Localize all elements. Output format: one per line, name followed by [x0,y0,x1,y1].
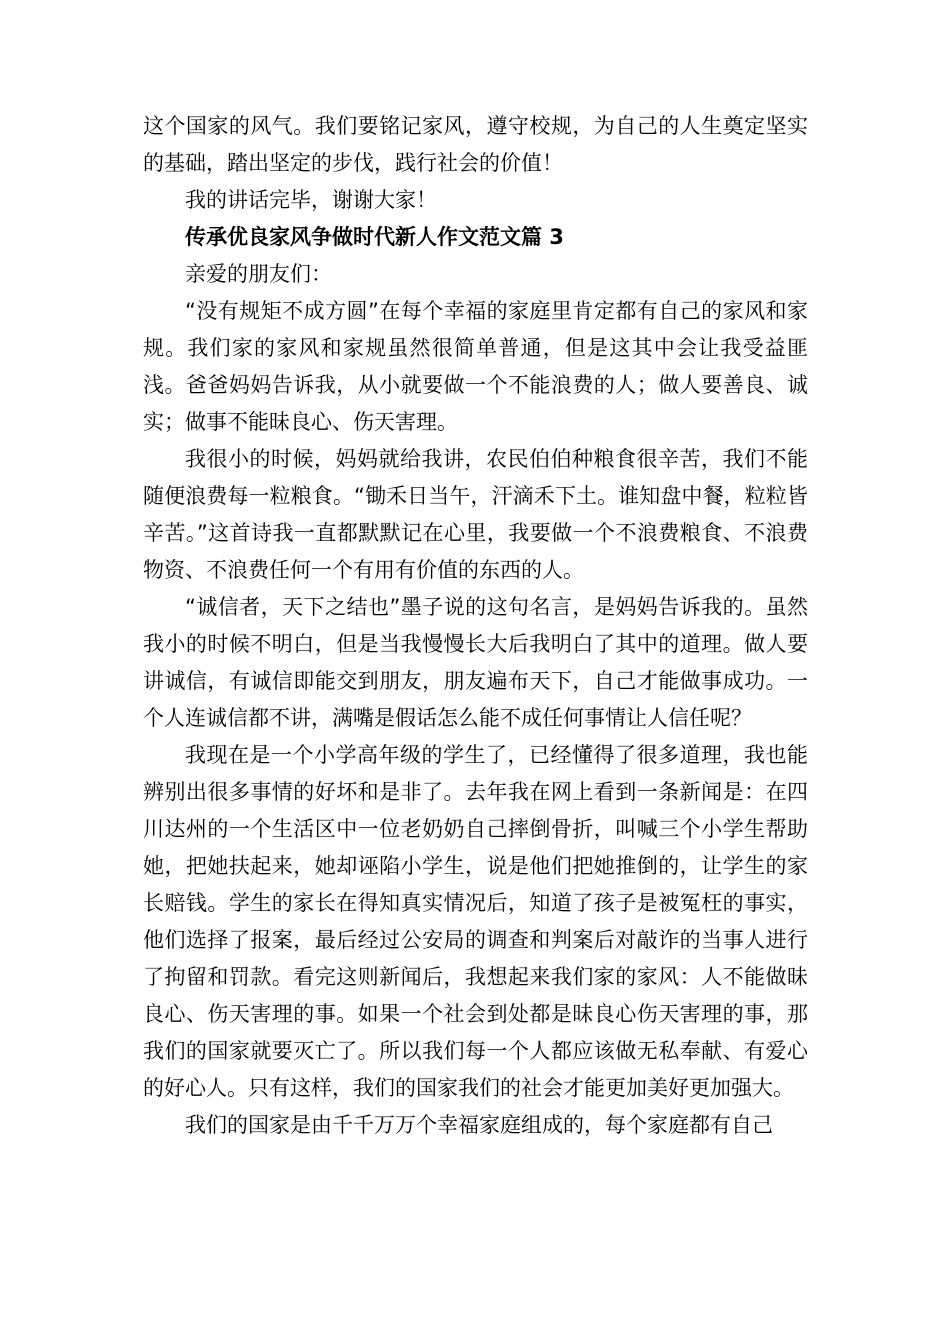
paragraph-continuation: 这个国家的风气。我们要铭记家风，遵守校规，为自己的人生奠定坚实的基础，踏出坚定的步伐，践行社会的价值！ [143,114,808,175]
paragraph-body: 我很小的时候，妈妈就给我讲，农民伯伯种粮食很辛苦，我们不能随便浪费每一粒粮食。“锄禾日当午，汗滴禾下土。谁知盘中餐，粒粒皆辛苦。”这首诗我一直都默默记在心里，我要做一个不浪费粮食、不浪费物资、不浪费任何一个有用有价值的东西的人。 [143,447,808,582]
paragraph-body: 我现在是一个小学高年级的学生了，已经懂得了很多道理，我也能辨别出很多事情的好坏和是非了。去年我在网上看到一条新闻是：在四川达州的一个生活区中一位老奶奶自己摔倒骨折，叫喊三个小学生帮助她，把她扶起来，她却诬陷小学生，说是他们把她推倒的，让学生的家长赔钱。学生的家长在得知真实情况后，知道了孩子是被冤枉的事实，他们选择了报案，最后经过公安局的调查和判案后对敲诈的当事人进行了拘留和罚款。看完这则新闻后，我想起来我们家的家风：人不能做昧良心、伤天害理的事。如果一个社会到处都是昧良心伤天害理的事，那我们的国家就要灭亡了。所以我们每一个人都应该做无私奉献、有爱心的好心人。只有这样，我们的国家我们的社会才能更加美好更加强大。 [143,743,808,1100]
paragraph-salutation: 亲爱的朋友们： [185,262,332,286]
paragraph-body: “诚信者，天下之结也”墨子说的这句名言，是妈妈告诉我的。虽然我小的时候不明白，但是当我慢慢长大后我明白了其中的道理。做人要讲诚信，有诚信即能交到朋友，朋友遍布天下，自己才能做事成功。一个人连诚信都不讲，满嘴是假话怎么能不成任何事情让人信任呢？ [143,595,808,730]
paragraph-closing-remark: 我的讲话完毕，谢谢大家！ [185,188,437,212]
paragraph-body: “没有规矩不成方圆”在每个幸福的家庭里肯定都有自己的家风和家规。我们家的家风和家规虽然很简单普通，但是这其中会让我受益匪浅。爸爸妈妈告诉我，从小就要做一个不能浪费的人；做人要善良、诚实；做事不能昧良心、伤天害理。 [143,299,808,434]
document-page [143,108,808,1144]
paragraph-body: 我们的国家是由千千万万个幸福家庭组成的，每个家庭都有自己 [185,1113,773,1137]
section-title: 传承优良家风争做时代新人作文范文篇 3 [185,225,564,249]
